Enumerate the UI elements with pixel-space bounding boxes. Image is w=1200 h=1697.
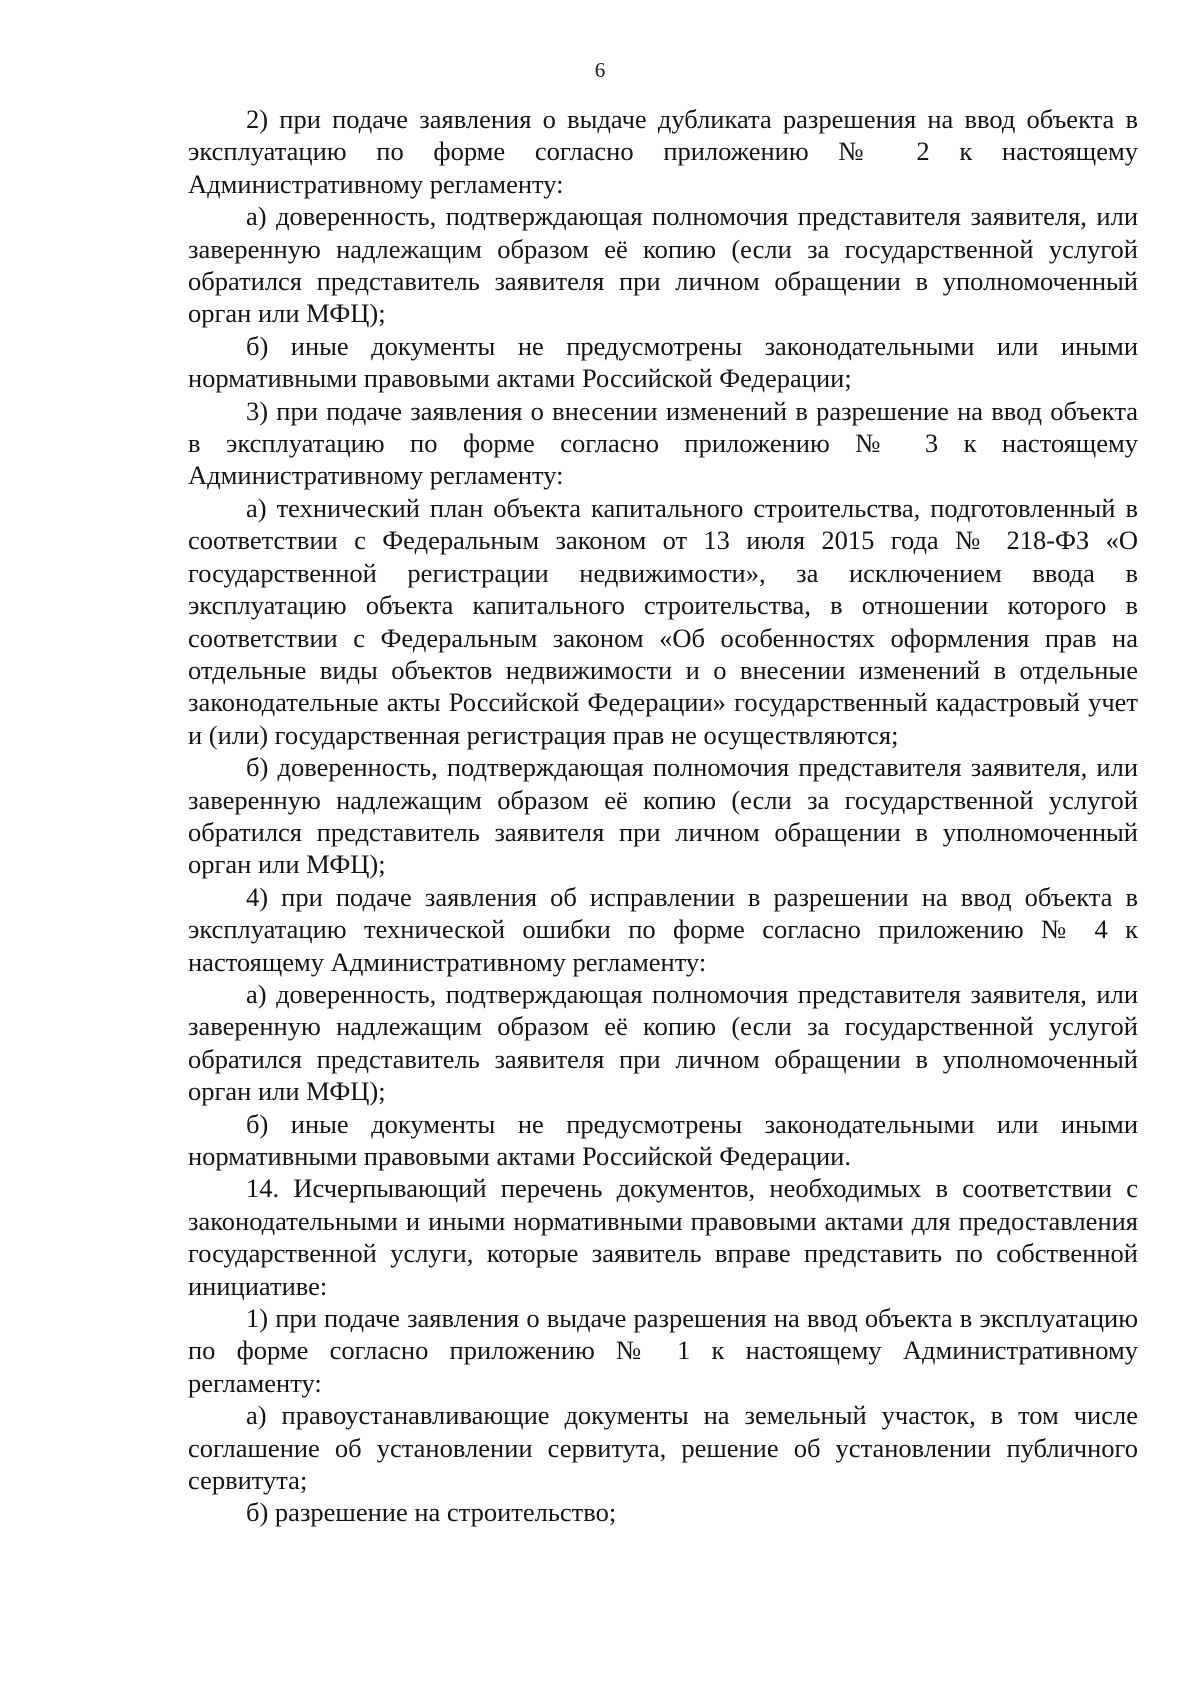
paragraph: 4) при подаче заявления об исправлении в разрешении на ввод объекта в эксплуатацию технической ошибки по форме согласно приложению № 4 к настоящему Административному регламенту: — [188, 881, 1138, 977]
paragraph: б) доверенность, подтверждающая полномочия представителя заявителя, или заверенную надлежащим образом её копию (если за государственной услугой обратился представитель заявителя при личном обращении в уполномоченный орган или МФЦ); — [188, 752, 1138, 880]
paragraph: 3) при подаче заявления о внесении изменений в разрешение на ввод объекта в эксплуатацию по форме согласно приложению № 3 к настоящему Административному регламенту: — [188, 395, 1138, 491]
paragraph: а) доверенность, подтверждающая полномочия представителя заявителя, или заверенную надлежащим образом её копию (если за государственной услугой обратился представитель заявителя при личном обращении в уполномоченный орган или МФЦ); — [188, 201, 1138, 329]
paragraph: а) доверенность, подтверждающая полномочия представителя заявителя, или заверенную надлежащим образом её копию (если за государственной услугой обратился представитель заявителя при личном обращении в уполномоченный орган или МФЦ); — [188, 978, 1138, 1107]
paragraph: б) иные документы не предусмотрены законодательными или иными нормативными правовыми актами Российской Федерации. — [188, 1108, 1138, 1171]
paragraph: 1) при подаче заявления о выдаче разрешения на ввод объекта в эксплуатацию по форме согласно приложению № 1 к настоящему Административному регламенту: — [188, 1303, 1138, 1398]
paragraph: б) разрешение на строительство; — [246, 1497, 617, 1528]
paragraph: а) технический план объекта капитального строительства, подготовленный в соответствии с Федеральным законом от 13 июля 2015 года № 218-ФЗ «О государственной регистрации недвижимости», за исключением ввода в эксплуатацию объекта капитального строительства, в отношении которого в соответствии с Федеральным законом «Об особенностях оформления прав на отдельные виды объектов недвижимости и о внесении изменений в отдельные законодательные акты Российской Федерации» государственный кадастровый учет и (или) государственная регистрация прав не осуществляются; — [188, 492, 1138, 750]
paragraph: б) иные документы не предусмотрены законодательными или иными нормативными правовыми актами Российской Федерации; — [188, 330, 1138, 394]
document-body — [188, 103, 1138, 1529]
paragraph: 2) при подаче заявления о выдаче дубликата разрешения на ввод объекта в эксплуатацию по форме согласно приложению № 2 к настоящему Административному регламенту: — [188, 104, 1138, 199]
paragraph: 14. Исчерпывающий перечень документов, необходимых в соответствии с законодательными и иными нормативными правовыми актами для предоставления государственной услуги, которые заявитель вправе представить по собственной инициативе: — [188, 1173, 1138, 1301]
page-number: 6 — [594, 58, 606, 82]
paragraph: а) правоустанавливающие документы на земельный участок, в том числе соглашение об установлении сервитута, решение об установлении публичного сервитута; — [188, 1400, 1138, 1496]
